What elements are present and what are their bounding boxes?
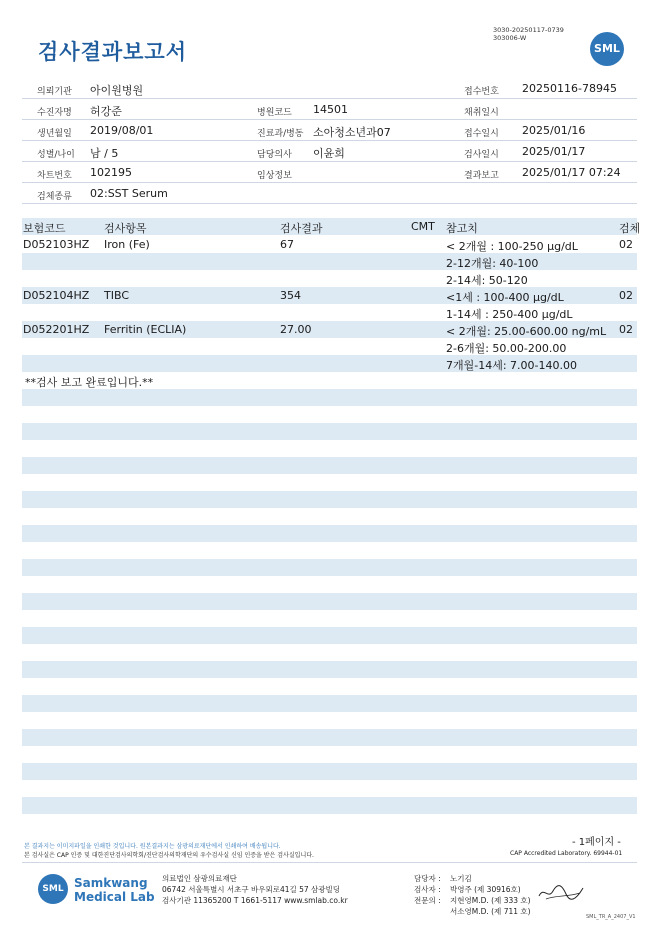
patient-info [22, 78, 637, 204]
empty-row [22, 797, 637, 814]
table-row [22, 338, 637, 355]
cell-ref: 2-6개월: 50.00-200.00 [446, 342, 567, 355]
info-value: 2025/01/16 [522, 124, 586, 137]
page-number: - 1페이지 - [572, 837, 621, 848]
col-specimen: 검체 [619, 222, 641, 235]
info-value: 20250116-78945 [522, 82, 617, 95]
staff-label: 검사자 : [414, 885, 441, 894]
cell-result: 27.00 [280, 323, 312, 336]
form-code: SML_TR_A_2407_V1 [586, 914, 636, 920]
info-value: 2025/01/17 07:24 [522, 166, 621, 179]
info-row [22, 141, 637, 162]
cell-result: 67 [280, 238, 294, 251]
staff-value: 서소영M.D. (제 711 호) [450, 907, 531, 916]
info-label: 채취일시 [464, 108, 499, 118]
empty-row [22, 695, 637, 712]
empty-row [22, 491, 637, 508]
footer-address: 의료법인 삼광의료재단 06742 서울특별시 서초구 바우뫼로41길 57 삼광빌딩 검사기관 11365200 T 1661-5117 www.smlab.co.kr [162, 874, 348, 905]
cell-ref: 2-12개월: 40-100 [446, 257, 539, 270]
info-row [22, 99, 637, 120]
staff-label: 전문의 : [414, 896, 441, 905]
cell-spec: 02 [619, 238, 633, 251]
cell-ref: 7개월-14세: 7.00-140.00 [446, 359, 577, 372]
info-label: 결과보고 [464, 171, 499, 181]
document-id: 3030-20250117-0739 303006-W [493, 26, 564, 42]
info-row [22, 78, 637, 99]
staff-line [414, 873, 531, 884]
info-value: 14501 [313, 103, 348, 116]
staff-line [414, 895, 531, 906]
cell-ref: 2-14세: 50-120 [446, 274, 528, 287]
info-label: 병원코드 [257, 108, 292, 118]
footer-brand: Samkwang Medical Lab [74, 876, 155, 904]
empty-row [22, 559, 637, 576]
cell-ref: <1세 : 100-400 μg/dL [446, 291, 564, 304]
staff-label: 담당자 : [414, 874, 441, 883]
info-label: 접수번호 [464, 87, 499, 97]
info-label: 의뢰기관 [37, 87, 72, 97]
print-notice: 본 결과지는 이미지파일을 인쇄한 것입니다. 원본결과지는 삼광의료재단에서 인쇄하여 배송됩니다. [24, 843, 281, 850]
info-label: 수진자명 [37, 108, 72, 118]
cell-ref: 1-14세 : 250-400 μg/dL [446, 308, 573, 321]
info-value: 2025/01/17 [522, 145, 586, 158]
cell-name: Iron (Fe) [104, 238, 150, 251]
results-table-body [22, 236, 637, 389]
cell-code: D052104HZ [23, 289, 90, 302]
table-row [22, 321, 637, 338]
col-reference: 참고치 [446, 222, 478, 235]
col-insurance-code: 보험코드 [23, 222, 66, 235]
cell-ref: < 2개월 : 100-250 μg/dL [446, 240, 578, 253]
info-label: 성별/나이 [37, 150, 75, 160]
footer-sml-logo: SML [38, 874, 68, 904]
cell-spec: 02 [619, 323, 633, 336]
cell-spec: 02 [619, 289, 633, 302]
empty-row [22, 729, 637, 746]
report-title: 검사결과보고서 [38, 40, 188, 64]
completion-note: **검사 보고 완료입니다.** [25, 376, 154, 389]
info-row [22, 162, 637, 183]
empty-row [22, 423, 637, 440]
info-label: 접수일시 [464, 129, 499, 139]
table-row [22, 304, 637, 321]
info-value: 남 / 5 [90, 147, 119, 160]
table-row [22, 253, 637, 270]
info-row [22, 120, 637, 141]
info-label: 진료과/병동 [257, 129, 304, 139]
info-label: 생년월일 [37, 129, 72, 139]
cell-code: D052201HZ [23, 323, 90, 336]
cell-code: D052103HZ [23, 238, 90, 251]
certification-notice: 본 검사실은 CAP 인증 및 대한진단검사의학회/진단검사의학재단의 우수검사실 신임 인증을 받은 검사실입니다. [24, 852, 314, 859]
col-result: 검사결과 [280, 222, 323, 235]
info-value: 2019/08/01 [90, 124, 154, 137]
info-label: 임상정보 [257, 171, 292, 181]
cell-result: 354 [280, 289, 301, 302]
cell-name: Ferritin (ECLIA) [104, 323, 187, 336]
table-row [22, 236, 637, 253]
info-value: 이윤희 [313, 147, 345, 160]
info-label: 차트번호 [37, 171, 72, 181]
empty-row [22, 389, 637, 406]
table-row [22, 270, 637, 287]
info-label: 담당의사 [257, 150, 292, 160]
info-value: 아이원병원 [90, 84, 144, 97]
empty-row [22, 661, 637, 678]
cell-ref: < 2개월: 25.00-600.00 ng/mL [446, 325, 607, 338]
results-table-header [22, 218, 641, 235]
empty-row [22, 457, 637, 474]
empty-row [22, 627, 637, 644]
info-label: 검사일시 [464, 150, 499, 160]
table-row [22, 287, 637, 304]
staff-value: 지현영M.D. (제 333 호) [450, 896, 531, 905]
info-label: 검체종류 [37, 192, 72, 202]
empty-row [22, 763, 637, 780]
signature-image [536, 880, 588, 904]
staff-line [414, 906, 531, 917]
cell-name: TIBC [104, 289, 129, 302]
col-cmt: CMT [411, 220, 435, 233]
footer-divider [22, 862, 637, 863]
cap-accreditation: CAP Accredited Laboratory. 69944-01 [510, 850, 623, 857]
completion-note-row [22, 372, 637, 389]
info-value: 허강준 [90, 105, 122, 118]
sml-logo: SML [590, 32, 624, 66]
info-value: 02:SST Serum [90, 187, 168, 200]
empty-row [22, 525, 637, 542]
staff-value: 박영주 (제 30916호) [450, 885, 521, 894]
table-row [22, 355, 637, 372]
info-value: 소아청소년과07 [313, 126, 391, 139]
footer-staff [414, 873, 531, 917]
col-test-item: 검사항목 [104, 222, 147, 235]
info-row [22, 183, 637, 204]
empty-row [22, 593, 637, 610]
staff-value: 노기김 [450, 874, 472, 883]
info-value: 102195 [90, 166, 132, 179]
staff-line [414, 884, 531, 895]
